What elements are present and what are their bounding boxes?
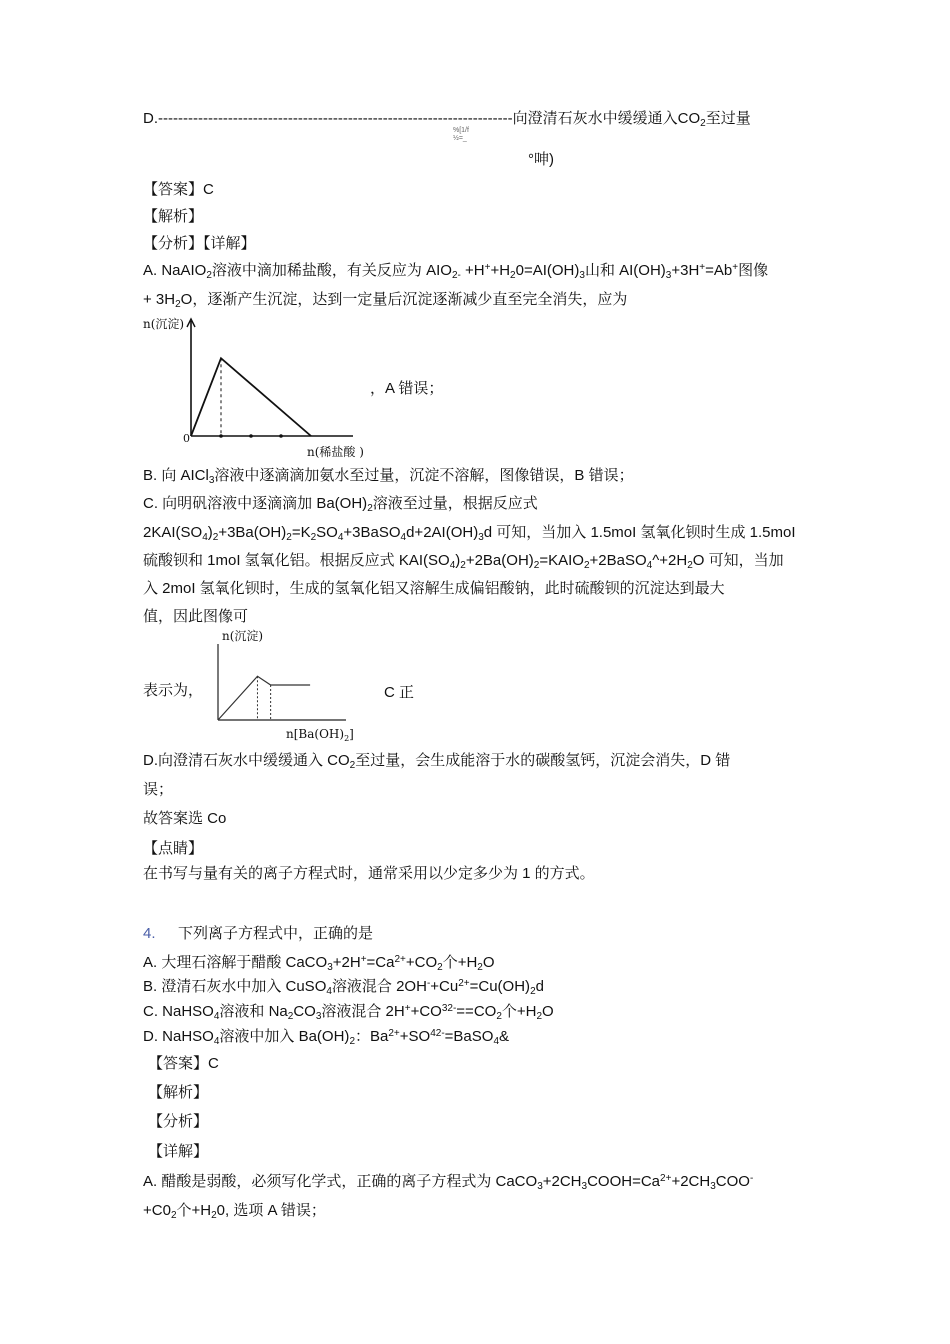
chart-baoh2	[206, 626, 376, 744]
explain-d-line-1: D.向澄清石灰水中缓缓通入 $CO_2$至过量，会生成能溶于水的碳酸氢钙，沉淀会消失，D 错	[143, 752, 731, 771]
conclusion: 故答案选 Co	[143, 810, 227, 827]
explain-c-line-2: $2KAI(SO_4)_2+3Ba(OH)_2=K_2SO_4+3BaSO_4d+2AI(OH)_3d$ 可知，当加入 1.5moI 氢氧化钡时生成 1.5moI	[143, 524, 796, 543]
detail-label: 【分析】【详解】	[143, 235, 256, 252]
chart1-origin: 0	[183, 432, 190, 445]
explain-b: B. 向 AICl$_3$溶液中逐滴滴加氨水至过量，沉淀不溶解，图像错误，B 错误；	[143, 467, 634, 486]
chart2-series-line	[218, 676, 310, 720]
chart-hcl	[143, 312, 383, 462]
explain-c-verdict: C 正	[384, 684, 415, 701]
q4-answer: 【答案】C	[148, 1055, 219, 1072]
scan-noise: %[1/f	[453, 127, 469, 134]
question-4-stem: 下列离子方程式中，正确的是	[178, 925, 374, 942]
chart2-xlabel: $n[Ba(OH)_2]$	[286, 727, 354, 743]
chart1-xlabel: n(稀盐酸 )	[307, 445, 364, 459]
dianjing-text: 在书写与量有关的离子方程式时，通常采用以少定多少为 1 的方式。	[143, 865, 595, 882]
q4-option-b: B. 澄清石灰水中加入 CuSO$_4$溶液混合 $2OH^-+Cu^{2+}=Cu(OH)_2d$	[143, 978, 544, 997]
chart1-x-tick	[249, 434, 253, 438]
q4-fenxi: 【分析】	[148, 1113, 209, 1130]
q4-explain-a-line-1: A. 醋酸是弱酸，必须写化学式，正确的离子方程式为 $CaCO_3+2CH_3COOH=Ca^{2+}+2CH_3COO^-$	[143, 1173, 754, 1192]
option-d-tail: °呻)	[528, 151, 554, 168]
question-4-number: 4.	[143, 925, 156, 942]
answer-label: 【答案】C	[143, 181, 214, 198]
chart1-ylabel: n(沉淀)	[143, 317, 185, 331]
explain-c-show: 表示为，	[143, 681, 204, 699]
explain-a-line-1: A. NaAIO$_2$溶液中滴加稀盐酸，有关反应为 $AIO_{2-} +H^++H_20=AI(OH)_3$山和 $AI(OH)_3+3H^+=Ab^+$图像	[143, 262, 769, 281]
explain-c-line-4: 入 2moI 氢氧化钡时，生成的氢氧化铝又溶解生成偏铝酸钠，此时硫酸钡的沉淀达到最大	[143, 580, 725, 597]
chart1-series-line	[191, 358, 311, 436]
q4-analysis: 【解析】	[148, 1084, 209, 1101]
q4-explain-a-line-2: $+C0_2$个$+H_20$, 选项 A 错误；	[143, 1202, 326, 1221]
q4-option-c: C. NaHSO$_4$溶液和 $Na_2CO_3$溶液混合 $2H^++CO^{32-}==CO_2$个$+H_2O$	[143, 1003, 554, 1022]
scan-noise: ½=_	[453, 135, 467, 142]
explain-a-line-2: + $3H_2O$，逐渐产生沉淀，达到一定量后沉淀逐渐减少直至完全消失，应为	[143, 291, 628, 310]
dianjing-label: 【点睛】	[143, 840, 204, 857]
q4-xiangjie: 【详解】	[148, 1143, 209, 1160]
explain-a-verdict: ，A 错误；	[370, 380, 444, 397]
explain-c-line-1: C. 向明矾溶液中逐滴滴加 $Ba(OH)_2$溶液至过量，根据反应式	[143, 495, 538, 514]
q4-option-d: D. NaHSO$_4$溶液中加入 $Ba(OH)_2$：$Ba^{2+}+SO^{42-}=BaSO_4\&$	[143, 1028, 510, 1047]
chart2-ylabel: n(沉淀)	[222, 629, 264, 643]
explain-d-line-2: 误；	[143, 781, 174, 798]
explain-c-line-5: 值，因此图像可	[143, 608, 249, 625]
option-d-header: D.-----------------------------------------------------------------------向澄清石灰水中缓缓通入$CO_2$至过量	[143, 110, 751, 129]
chart1-x-tick	[219, 434, 223, 438]
q4-option-a: A. 大理石溶解于醋酸 $CaCO_3+2H^+=Ca^{2+}+CO_2$个$+H_2O$	[143, 954, 495, 973]
analysis-label: 【解析】	[143, 208, 204, 225]
explain-c-line-3: 硫酸钡和 1moI 氢氧化铝。根据反应式 $KAI(SO_4)_2+2Ba(OH)_2=KAIO_2+2BaSO_4\^{}+2H_2O$ 可知，当加	[143, 552, 784, 571]
chart1-x-tick	[279, 434, 283, 438]
